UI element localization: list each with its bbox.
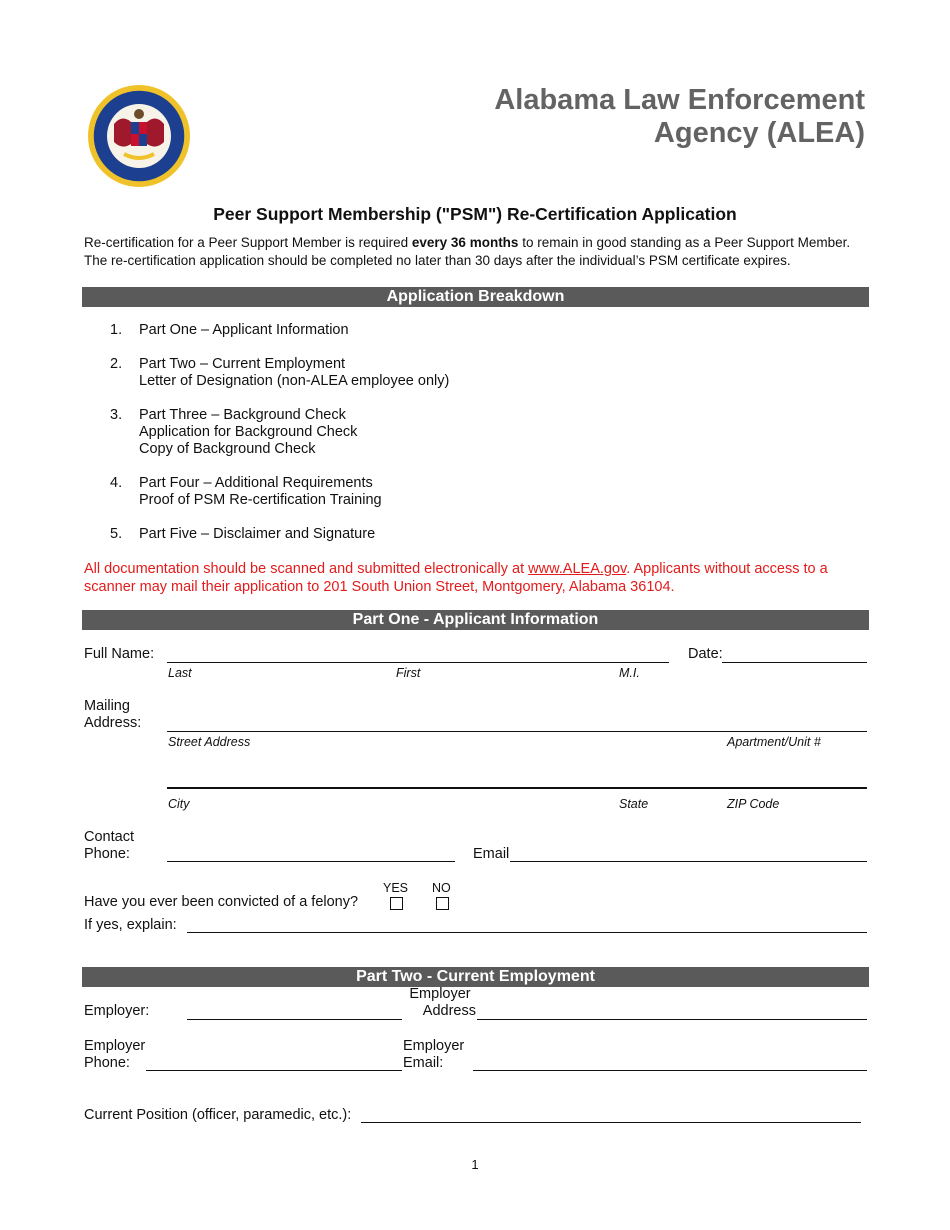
breakdown-list — [110, 322, 449, 560]
explain-field[interactable] — [187, 932, 867, 933]
state-seal-icon — [84, 84, 194, 188]
contact-phone-label — [84, 829, 134, 863]
yes-caption: YES — [383, 881, 409, 895]
full-name-field[interactable] — [167, 662, 669, 663]
list-item-number: 2. — [110, 356, 123, 372]
explain-label: If yes, explain: — [84, 917, 177, 933]
list-item-line: Part One – Applicant Information — [139, 322, 349, 338]
employer-phone-line2: Phone: — [84, 1055, 130, 1071]
notice-post: . Applicants without access to a scanner may mail their application to 201 South Union Street, Montgomery, Alabama 36104. — [84, 561, 828, 595]
employer-email-line1: Employer — [403, 1038, 465, 1054]
full-name-label: Full Name: — [84, 646, 155, 662]
list-item-number: 1. — [110, 322, 123, 338]
document-title: Peer Support Membership ("PSM") Re-Certification Application — [213, 204, 737, 224]
list-item-line: Copy of Background Check — [139, 441, 316, 457]
agency-name — [494, 84, 865, 150]
email-label: Email — [473, 846, 510, 862]
agency-name-line2: Agency (ALEA) — [653, 117, 865, 149]
employer-label: Employer: — [84, 1003, 150, 1019]
employer-phone-line1: Employer — [84, 1038, 146, 1054]
notice-pre: All documentation should be scanned and submitted electronically at — [84, 561, 529, 577]
list-item — [110, 407, 449, 458]
intro-pre: Re-certification for a Peer Support Member is required — [84, 235, 412, 250]
list-item-line: Proof of PSM Re-certification Training — [139, 492, 382, 508]
list-item-line: Letter of Designation (non-ALEA employee only) — [139, 373, 450, 389]
employer-address-field[interactable] — [477, 1019, 867, 1020]
employer-email-label — [403, 1038, 464, 1072]
list-item — [110, 356, 449, 390]
date-label: Date: — [688, 646, 723, 662]
street-address-caption: Street Address — [168, 735, 251, 749]
list-item-number: 5. — [110, 526, 123, 542]
intro-post: to remain in good standing as a Peer Support Member. The re-certification application should be completed no later than 30 days after the individual’s PSM certificate expires. — [84, 235, 851, 268]
date-field[interactable] — [722, 662, 867, 663]
page-number: 1 — [471, 1157, 479, 1172]
city-state-zip-field[interactable] — [167, 787, 867, 789]
alea-website-link[interactable]: www.ALEA.gov — [528, 561, 627, 577]
first-name-caption: First — [396, 666, 421, 680]
list-item-line: Part Three – Background Check — [139, 407, 346, 423]
part-two-header: Part Two - Current Employment — [82, 967, 869, 987]
current-position-label: Current Position (officer, paramedic, etc.): — [84, 1107, 352, 1123]
mailing-label-line2: Address: — [84, 715, 142, 731]
intro-bold: every 36 months — [411, 235, 519, 250]
submission-notice — [84, 560, 864, 596]
middle-initial-caption: M.I. — [619, 666, 640, 680]
employer-field[interactable] — [187, 1019, 402, 1020]
last-name-caption: Last — [168, 666, 192, 680]
no-caption: NO — [432, 881, 451, 895]
agency-name-line1: Alabama Law Enforcement — [494, 84, 865, 116]
mailing-label-line1: Mailing — [84, 698, 130, 714]
felony-question: Have you ever been convicted of a felony? — [84, 894, 359, 910]
contact-phone-field[interactable] — [167, 861, 455, 862]
list-item-number: 3. — [110, 407, 123, 423]
list-item-line: Part Two – Current Employment — [139, 356, 346, 372]
zip-caption: ZIP Code — [727, 797, 780, 811]
part-one-header: Part One - Applicant Information — [82, 610, 869, 630]
felony-yes-checkbox[interactable] — [390, 897, 403, 910]
list-item-line: Part Four – Additional Requirements — [139, 475, 373, 491]
intro-paragraph — [84, 234, 874, 270]
contact-label-line1: Contact — [84, 829, 134, 845]
list-item — [110, 475, 449, 509]
application-breakdown-header: Application Breakdown — [82, 287, 869, 307]
employer-phone-field[interactable] — [146, 1070, 402, 1071]
street-address-field[interactable] — [167, 731, 867, 732]
list-item-line: Part Five – Disclaimer and Signature — [139, 526, 376, 542]
city-caption: City — [168, 797, 190, 811]
employer-phone-label — [84, 1038, 145, 1072]
employer-address-line2: Address — [422, 1003, 476, 1019]
list-item-line: Application for Background Check — [139, 424, 358, 440]
mailing-address-label — [84, 698, 141, 732]
contact-label-line2: Phone: — [84, 846, 130, 862]
current-position-field[interactable] — [361, 1122, 861, 1123]
list-item-number: 4. — [110, 475, 123, 491]
list-item — [110, 322, 449, 339]
email-field[interactable] — [510, 861, 867, 862]
employer-email-field[interactable] — [473, 1070, 867, 1071]
employer-address-label — [404, 986, 476, 1020]
employer-address-line1: Employer — [409, 986, 471, 1002]
list-item — [110, 526, 449, 543]
employer-email-line2: Email: — [403, 1055, 444, 1071]
apartment-caption: Apartment/Unit # — [727, 735, 821, 749]
felony-no-checkbox[interactable] — [436, 897, 449, 910]
state-caption: State — [619, 797, 649, 811]
